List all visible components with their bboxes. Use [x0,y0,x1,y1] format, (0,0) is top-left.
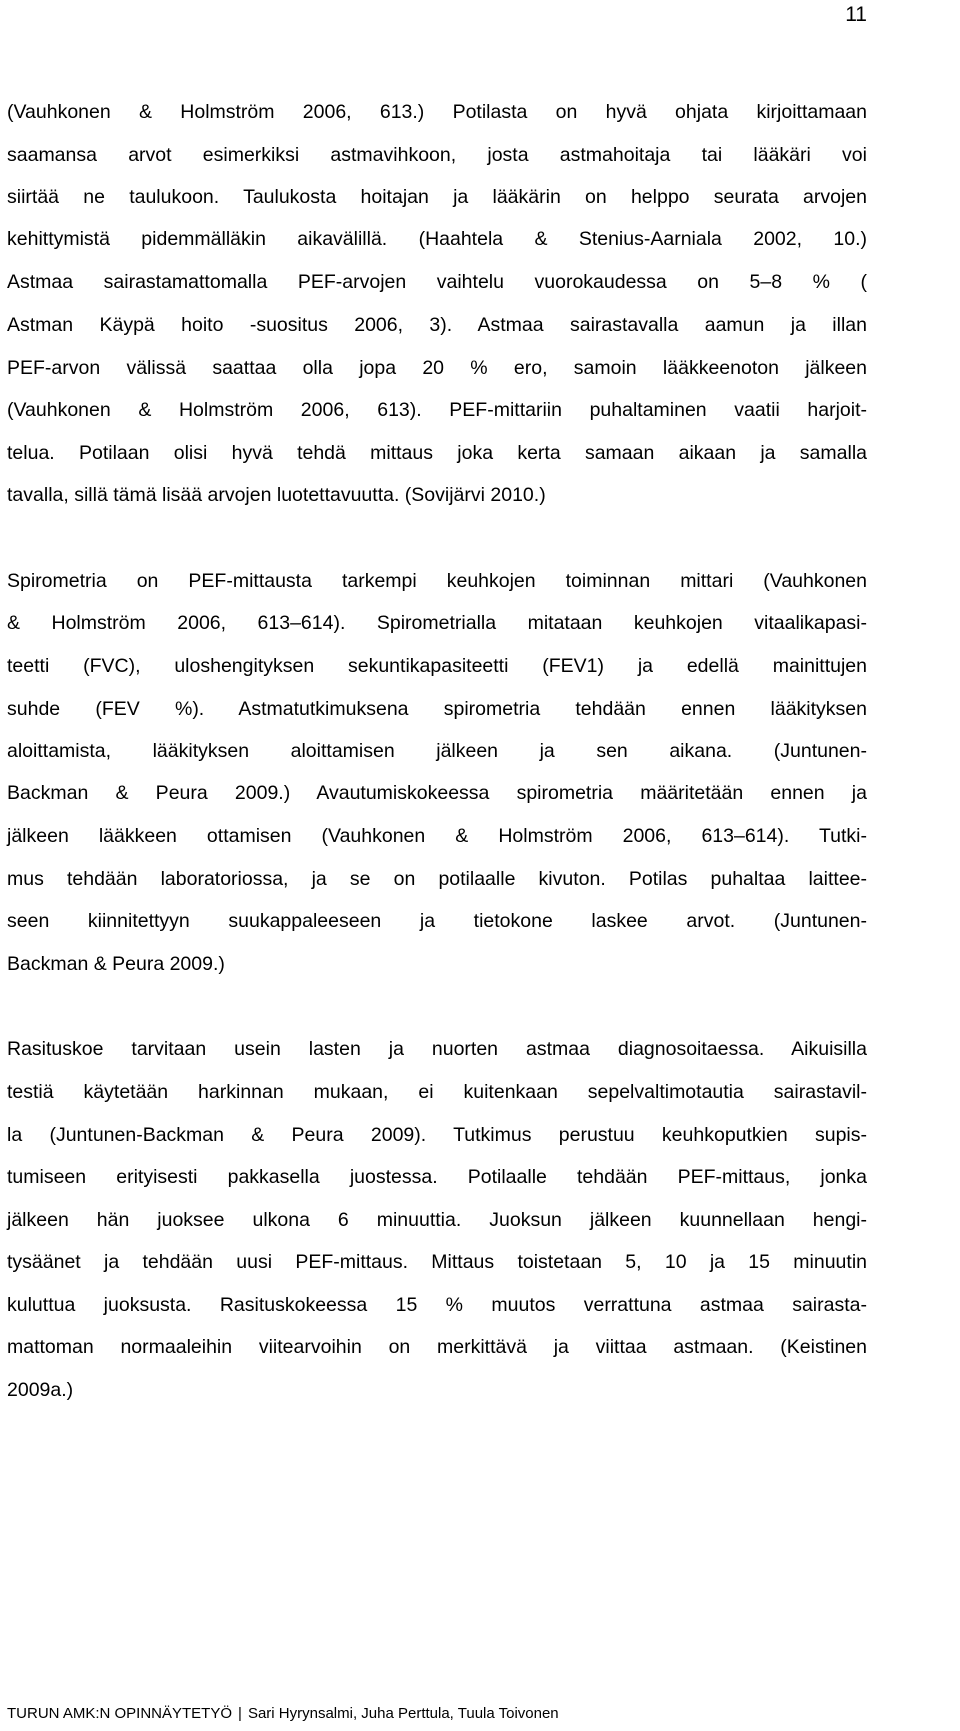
text-line: tavalla, sillä tämä lisää arvojen luotettavuutta. (Sovijärvi 2010.) [7,484,546,506]
text-line: Astmaa sairastamattomalla PEF-arvojen vaihtelu vuorokaudessa on 5–8 % ( [7,271,867,293]
text-line: seen kiinnitettyyn suukappaleeseen ja tietokone laskee arvot. (Juntunen- [7,910,867,932]
text-line: mus tehdään laboratoriossa, ja se on potilaalle kivuton. Potilas puhaltaa laittee- [7,868,867,890]
text-line: PEF-arvon välissä saattaa olla jopa 20 % ero, samoin lääkkeenoton jälkeen [7,357,867,379]
text-line: kehittymistä pidemmälläkin aikavälillä. (Haahtela & Stenius-Aarniala 2002, 10.) [7,228,867,250]
text-line: mattoman normaaleihin viitearvoihin on merkittävä ja viittaa astmaan. (Keistinen [7,1336,867,1358]
text-line: aloittamista, lääkityksen aloittamisen jälkeen ja sen aikana. (Juntunen- [7,740,867,762]
text-line: saamansa arvot esimerkiksi astmavihkoon, josta astmahoitaja tai lääkäri voi [7,144,867,166]
text-line: 2009a.) [7,1379,74,1401]
text-line: la (Juntunen-Backman & Peura 2009). Tutkimus perustuu keuhkoputkien supis- [7,1124,867,1146]
text-line: kuluttua juoksusta. Rasituskokeessa 15 % muutos verrattuna astmaa sairasta- [7,1294,867,1316]
text-line: (Vauhkonen & Holmström 2006, 613.) Potilasta on hyvä ohjata kirjoittamaan [7,101,867,123]
text-line: Backman & Peura 2009.) [7,953,225,975]
footer-institution: TURUN AMK:N OPINNÄYTETYÖ [7,1705,233,1722]
text-line: testiä käytetään harkinnan mukaan, ei kuitenkaan sepelvaltimotautia sairastavil- [7,1081,867,1103]
text-line: Astman Käypä hoito -suositus 2006, 3). Astmaa sairastavalla aamun ja illan [7,314,867,336]
text-line: jälkeen lääkkeen ottamisen (Vauhkonen & Holmström 2006, 613–614). Tutki- [7,825,867,847]
text-line: Backman & Peura 2009.) Avautumiskokeessa spirometria määritetään ennen ja [7,782,867,804]
footer-separator: | [238,1705,242,1722]
text-line: & Holmström 2006, 613–614). Spirometrialla mitataan keuhkojen vitaalikapasi- [7,612,867,634]
page-number: 11 [845,3,867,26]
text-line: Spirometria on PEF-mittausta tarkempi keuhkojen toiminnan mittari (Vauhkonen [7,570,867,592]
text-line: siirtää ne taulukoon. Taulukosta hoitajan ja lääkärin on helppo seurata arvojen [7,186,867,208]
text-line: tysäänet ja tehdään uusi PEF-mittaus. Mittaus toistetaan 5, 10 ja 15 minuutin [7,1251,867,1273]
text-line: jälkeen hän juoksee ulkona 6 minuuttia. Juoksun jälkeen kuunnellaan hengi- [7,1209,867,1231]
text-line: (Vauhkonen & Holmström 2006, 613). PEF-mittariin puhaltaminen vaatii harjoit- [7,399,867,421]
text-line: suhde (FEV %). Astmatutkimuksena spirometria tehdään ennen lääkityksen [7,698,867,720]
page-footer [7,1704,877,1724]
text-line: telua. Potilaan olisi hyvä tehdä mittaus joka kerta samaan aikaan ja samalla [7,442,867,464]
footer-authors: Sari Hyrynsalmi, Juha Perttula, Tuula Toivonen [247,1705,559,1722]
text-line: teetti (FVC), uloshengityksen sekuntikapasiteetti (FEV1) ja edellä mainittujen [7,655,867,677]
text-line: Rasituskoe tarvitaan usein lasten ja nuorten astmaa diagnosoitaessa. Aikuisilla [7,1038,867,1060]
text-line: tumiseen erityisesti pakkasella juostessa. Potilaalle tehdään PEF-mittaus, jonka [7,1166,867,1188]
